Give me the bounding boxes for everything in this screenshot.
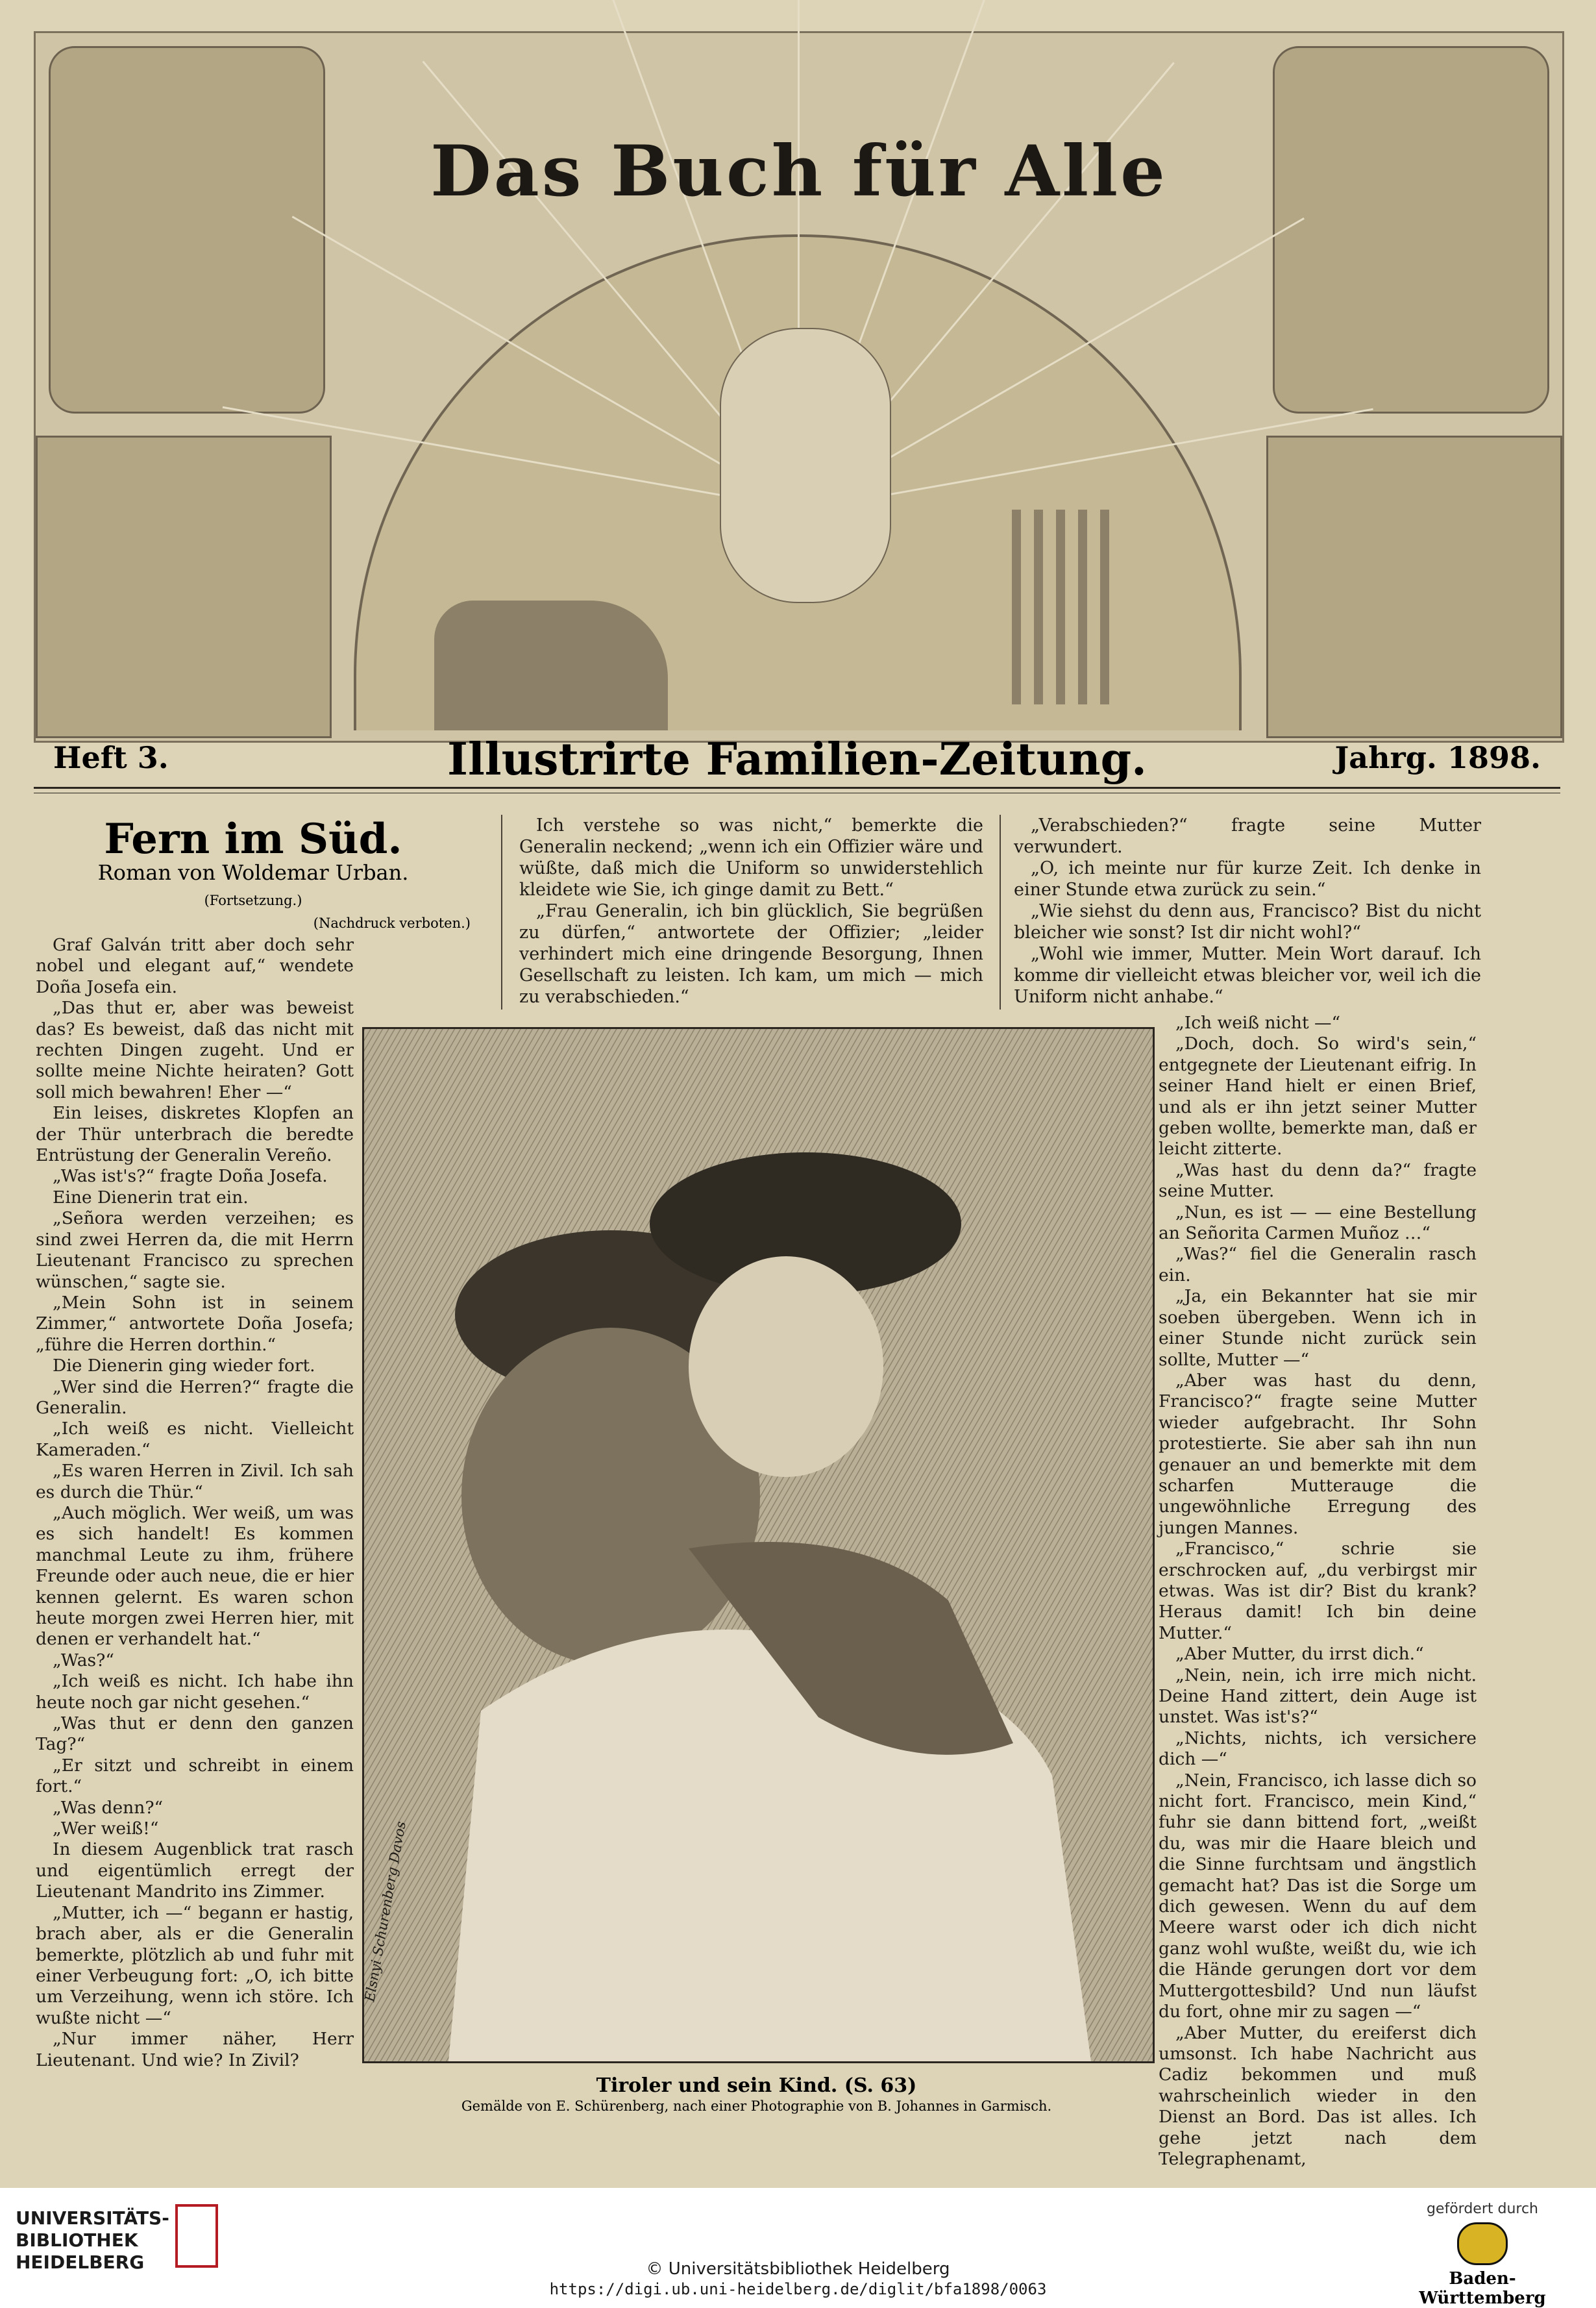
paragraph: „Nein, Francisco, ich lasse dich so nicht fort. Francisco, mein Kind,“ fuhr sie dann bittend fort, „weißt du, was mir die Haare bleich und die Sinne furchtsam und ängstlich gemacht hat? Das ist die Sorge um dich gewesen. Wenn du auf dem Meere warst oder ich dich nicht ganz wohl wußte, weißt du, wie ich die Hände gerungen dort vor dem Muttergottesbild? Und nun läufst du fort, ohne mir zu sagen —“ [1159, 1770, 1477, 2022]
paragraph: In diesem Augenblick trat rasch und eigentümlich erregt der Lieutenant Mandrito ins Zimmer. [36, 1839, 354, 1902]
permalink[interactable]: https://digi.ub.uni-heidelberg.de/diglit/bfa1898/0063 [549, 2280, 1047, 2298]
paragraph: „Was ist's?“ fragte Doña Josefa. [53, 1166, 328, 1187]
paragraph: „Was hast du denn da?“ fragte seine Mutter. [1159, 1160, 1477, 1202]
column-rule [501, 815, 502, 1010]
paragraph: „Was?“ fiel die Generalin rasch ein. [1159, 1244, 1477, 1285]
paragraph: Ein leises, diskretes Klopfen an der Thür unterbrach die beredte Entrüstung der Generalin Vereño. [36, 1103, 354, 1166]
hill-town [434, 601, 668, 730]
novel-author: Roman von Woldemar Urban. [97, 860, 409, 885]
angel-left-engraving [49, 46, 325, 414]
state-crest-icon [1457, 2222, 1508, 2265]
article-column-3 [1159, 1013, 1477, 2169]
paragraph: „Das thut er, aber was beweist das? Es beweist, daß das nicht mit rechten Dingen zugeht. Und er sollte meine Nichte heiraten? Gott soll mich bewahren! Eher —“ [36, 998, 354, 1102]
paragraph: „Nichts, nichts, ich versichere dich —“ [1159, 1728, 1477, 1770]
paragraph: Graf Galván tritt aber doch sehr nobel und elegant auf,“ wendete Doña Josefa ein. [36, 935, 354, 997]
header-rule [34, 787, 1560, 793]
library-name: UNIVERSITÄTS- BIBLIOTHEK HEIDELBERG [16, 2207, 169, 2273]
masthead-illustration [34, 31, 1564, 743]
paragraph: „Was thut er denn den ganzen Tag?“ [36, 1713, 354, 1755]
paragraph: „Ich weiß es nicht. Vielleicht Kameraden.“ [36, 1419, 354, 1460]
paragraph: „Aber Mutter, du irrst dich.“ [1175, 1644, 1424, 1665]
angel-right-engraving [1273, 46, 1549, 414]
paragraph: „Nun, es ist — — eine Bestellung an Señorita Carmen Muñoz …“ [1159, 1202, 1477, 1244]
issue-band [34, 734, 1560, 786]
rights-note: (Nachdruck verboten.) [313, 915, 471, 931]
paragraph: Eine Dienerin trat ein. [53, 1187, 249, 1208]
funded-label: gefördert durch [1426, 2201, 1539, 2217]
article-column-2 [519, 815, 983, 1010]
paragraph: „Mein Sohn ist in seinem Zimmer,“ antwortete Doña Josefa; „führe die Herren dorthin.“ [36, 1292, 354, 1355]
artist-signature: Elsnyi Schurenberg Davos [362, 1820, 409, 2003]
copyright-notice: © Universitätsbibliothek Heidelberg [646, 2259, 950, 2279]
paragraph: Die Dienerin ging wieder fort. [53, 1356, 315, 1376]
paragraph: „Aber Mutter, du ereiferst dich umsonst. Ich habe Nachricht aus Cadiz bekommen und muß wahrscheinlich wieder in den Dienst an Bord. Das ist alles. Ich gehe jetzt nach dem Telegraphenamt, [1159, 2022, 1477, 2169]
volume-year: Jahrg. 1898. [1334, 740, 1541, 775]
torch-child-figure [720, 328, 891, 603]
paragraph: „Señora werden verzeihen; es sind zwei Herren da, die mit Herrn Lieutenant Francisco zu sprechen wünschen,“ sagte sie. [36, 1208, 354, 1292]
paragraph: „Frau Generalin, ich bin glücklich, Sie begrüßen zu dürfen,“ antwortete der Offizier; „leider verhindert mich eine dringende Besorgung, Ihnen Gesellschaft zu leisten. Ich kam, um mich — mich zu verabschieden.“ [519, 901, 983, 1007]
paragraph: „Wer weiß!“ [53, 1818, 159, 1839]
paragraph: „Er sitzt und schreibt in einem fort.“ [36, 1755, 354, 1797]
paragraph: „Was denn?“ [53, 1797, 164, 1818]
paragraph: „Verabschieden?“ fragte seine Mutter verwundert. [1014, 815, 1481, 857]
novel-title: Fern im Süd. [104, 815, 402, 863]
paragraph: „Ja, ein Bekannter hat sie mir soeben übergeben. Wenn ich in einer Stunde nicht zurück sein sollte, Mutter —“ [1159, 1286, 1477, 1370]
illustration-caption: Tiroler und sein Kind. (S. 63) [596, 2074, 917, 2097]
paragraph: „O, ich meinte nur für kurze Zeit. Ich denke in einer Stunde etwa zurück zu sein.“ [1014, 858, 1481, 900]
library-logo-icon [175, 2204, 218, 2268]
paragraph: „Ich weiß nicht —“ [1175, 1013, 1341, 1033]
funding-block [1398, 2201, 1567, 2308]
paragraph: „Wie siehst du denn aus, Francisco? Bist du nicht bleicher wie sonst? Ist dir nicht wohl?“ [1014, 901, 1481, 943]
newspaper-subtitle: Illustrirte Familien-Zeitung. [447, 734, 1147, 786]
tyrolean-engraving [364, 1029, 1153, 2061]
tea-scene-vignette [1266, 436, 1562, 738]
article-column-1 [36, 935, 354, 2116]
reading-couple-vignette [36, 436, 332, 738]
paragraph: „Ich weiß es nicht. Ich habe ihn heute noch gar nicht gesehen.“ [36, 1671, 354, 1713]
paragraph: „Auch möglich. Wer weiß, um was es sich handelt! Es kommen manchmal Leute zu ihm, frühere Freunde oder auch neue, die er hier kennen gelernt. Es waren schon heute morgen zwei Herren hier, mit denen er verhandelt hat.“ [36, 1502, 354, 1650]
viewer-footer [0, 2188, 1596, 2308]
paragraph: „Nur immer näher, Herr Lieutenant. Und wie? In Zivil? [36, 2029, 354, 2070]
paragraph: „Aber was hast du denn, Francisco?“ fragte seine Mutter wieder aufgebracht. Ihr Sohn protestierte. Sie aber sah ihn nun genauer an und bemerkte mit dem scharfen Mutterauge die ungewöhnliche Erregung des jungen Mannes. [1159, 1370, 1477, 1538]
paragraph: „Wohl wie immer, Mutter. Mein Wort darauf. Ich komme dir vielleicht etwas bleicher vor, weil ich die Uniform nicht anhabe.“ [1014, 944, 1481, 1007]
paragraph: „Mutter, ich —“ begann er hastig, brach aber, als er die Generalin bemerkte, plötzlich ab und fuhr mit einer Verbeugung fort: „O, ich bitte um Verzeihung, wenn ich störe. Ich wußte nicht —“ [36, 1902, 354, 2028]
paragraph: „Es waren Herren in Zivil. Ich sah es durch die Thür.“ [36, 1461, 354, 1502]
paragraph: „Francisco,“ schrie sie erschrocken auf, „du verbirgst mir etwas. Was ist dir? Bist du krank? Heraus damit! Ich bin deine Mutter.“ [1159, 1539, 1477, 1643]
funder-name: Baden-Württemberg [1419, 2269, 1546, 2308]
illustration-credit: Gemälde von E. Schürenberg, nach einer Photographie von B. Johannes in Garmisch. [461, 2098, 1052, 2114]
allegory-arch [354, 234, 1242, 730]
paragraph: „Nein, nein, ich irre mich nicht. Deine Hand zittert, dein Auge ist unstet. Was ist's?“ [1159, 1665, 1477, 1728]
paragraph: „Was?“ [53, 1650, 114, 1670]
masthead-title: Das Buch für Alle [430, 130, 1168, 212]
article-column-3-top [1014, 815, 1481, 1010]
continued-note: (Fortsetzung.) [204, 893, 302, 908]
tyrolean-illustration [362, 1027, 1155, 2063]
column-rule [1000, 815, 1001, 1010]
paragraph: „Doch, doch. So wird's sein,“ entgegnete der Lieutenant eifrig. In seiner Hand hielt er einen Brief, und als er ihn jetzt seiner Mutter geben wollte, bemerkte man, daß er leicht zitterte. [1159, 1034, 1477, 1160]
issue-number: Heft 3. [53, 740, 169, 775]
temple-ruins [1012, 510, 1122, 704]
paragraph: „Wer sind die Herren?“ fragte die Generalin. [36, 1376, 354, 1418]
paragraph: Ich verstehe so was nicht,“ bemerkte die Generalin neckend; „wenn ich ein Offizier wäre und wüßte, daß mich die Uniform so unwiderstehlich kleidete wie Sie, ich ginge damit zu Bett.“ [519, 815, 983, 900]
